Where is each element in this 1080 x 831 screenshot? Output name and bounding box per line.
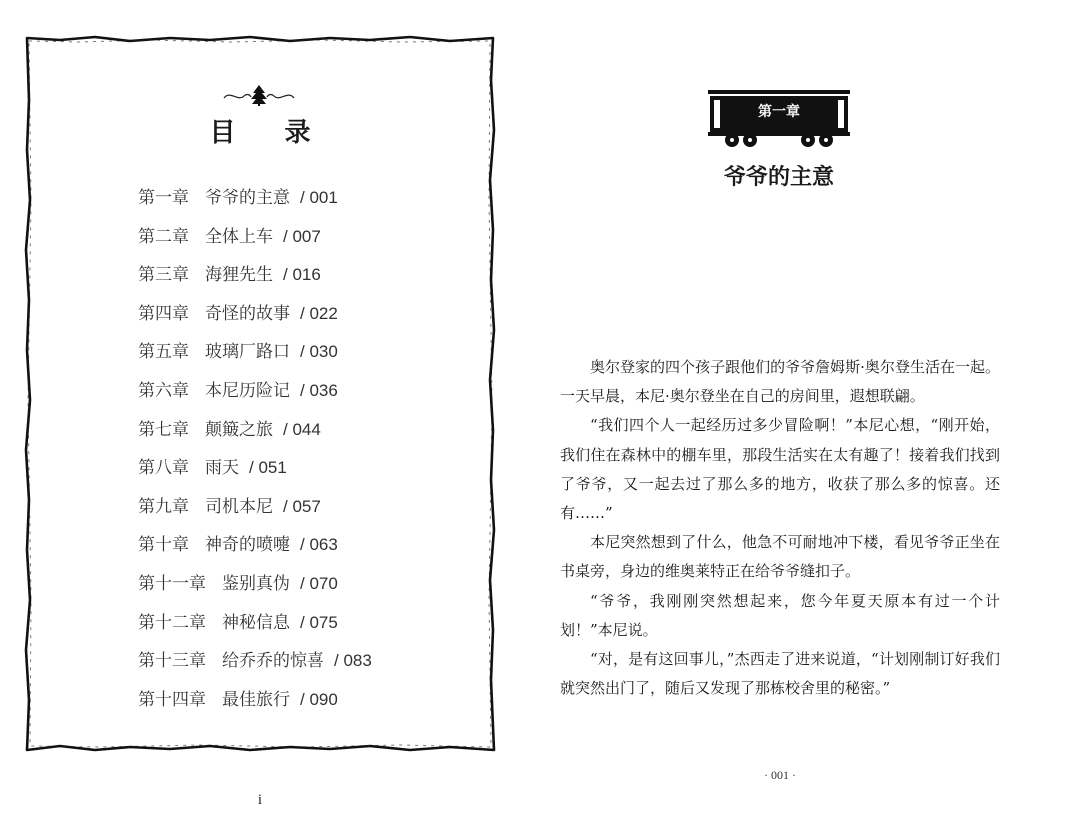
toc-chapter-title: 本尼历险记 [205,380,290,400]
toc-page-number: / 030 [300,342,338,362]
toc-page-number: / 090 [300,689,338,709]
toc-chapter-number: 第八章 [138,458,189,478]
toc-page-number: / 051 [249,458,287,478]
toc-list [138,184,372,724]
page-number: · 001 · [764,768,796,782]
toc-page-number: / 044 [283,419,321,439]
toc-chapter-number: 第十章 [138,535,189,555]
toc-chapter-number: 第九章 [138,496,189,516]
toc-page [0,0,520,831]
toc-page-number: / 001 [300,188,338,207]
toc-chapter-number: 第六章 [138,380,189,400]
toc-chapter-title: 神秘信息 [222,612,290,632]
chapter-page [520,0,1080,831]
paragraph: “爷爷，我刚刚突然想起来，您今年夏天原本有过一个计划！”本尼说。 [560,591,1000,639]
toc-chapter-title: 颠簸之旅 [205,419,273,439]
toc-chapter-title: 爷爷的主意 [205,188,290,207]
toc-chapter-number: 第三章 [138,265,189,285]
paragraph: “我们四个人一起经历过多少冒险啊！”本尼心想，“刚开始，我们住在森林中的棚车里，那段生活实在太有趣了！接着我们找到了爷爷，又一起去过了那么多的地方，收获了那么多的惊喜。还有……” [560,416,1000,523]
toc-chapter-number: 第十三章 [138,651,206,671]
toc-entry[interactable] [138,184,372,223]
toc-title: 目 录 [209,118,331,148]
toc-entry[interactable] [138,377,372,416]
toc-chapter-title: 全体上车 [205,226,273,246]
toc-page-number: / 036 [300,380,338,400]
toc-entry[interactable] [138,647,372,686]
toc-chapter-title: 神奇的喷嚏 [205,535,290,555]
page-number: i [257,792,263,808]
toc-entry[interactable] [138,570,372,609]
toc-page-number: / 070 [300,573,338,593]
toc-page-number: / 063 [300,535,338,555]
toc-entry[interactable] [138,531,372,570]
toc-chapter-number: 第十一章 [138,573,206,593]
toc-chapter-title: 鉴别真伪 [222,573,290,593]
toc-chapter-title: 最佳旅行 [222,689,290,709]
toc-chapter-number: 第十二章 [138,612,206,632]
toc-chapter-number: 第五章 [138,342,189,362]
toc-chapter-title: 雨天 [205,458,239,478]
toc-entry[interactable] [138,338,372,377]
toc-entry[interactable] [138,261,372,300]
toc-chapter-title: 给乔乔的惊喜 [222,651,324,671]
toc-chapter-number: 第二章 [138,226,189,246]
toc-entry[interactable] [138,416,372,455]
toc-chapter-title: 司机本尼 [205,496,273,516]
toc-page-number: / 007 [283,226,321,246]
toc-entry[interactable] [138,300,372,339]
paragraph: 奥尔登家的四个孩子跟他们的爷爷詹姆斯·奥尔登生活在一起。一天早晨，本尼·奥尔登坐在自己的房间里，遐想联翩。 [560,358,1000,406]
toc-chapter-number: 第十四章 [138,689,206,709]
tree-ornament-icon [220,84,298,106]
toc-page-number: / 083 [334,651,372,671]
toc-entry[interactable] [138,609,372,648]
toc-chapter-title: 奇怪的故事 [205,303,290,323]
paragraph: “对，是有这回事儿，”杰西走了进来说道，“计划刚制订好我们就突然出门了，随后又发现了那栋校舍里的秘密。” [560,650,1000,698]
toc-chapter-number: 第七章 [138,419,189,439]
paragraph: 本尼突然想到了什么，他急不可耐地冲下楼，看见爷爷正坐在书桌旁，身边的维奥莱特正在给爷爷缝扣子。 [560,533,1000,581]
toc-page-number: / 075 [300,612,338,632]
toc-page-number: / 016 [283,265,321,285]
toc-entry[interactable] [138,686,372,725]
toc-chapter-number: 第一章 [138,188,189,207]
toc-entry[interactable] [138,454,372,493]
chapter-title: 爷爷的主意 [723,165,834,190]
chapter-badge: 第一章 [758,104,800,120]
toc-page-number: / 022 [300,303,338,323]
toc-entry[interactable] [138,493,372,532]
toc-entry[interactable] [138,223,372,262]
chapter-body [560,353,1000,703]
toc-chapter-title: 海狸先生 [205,265,273,285]
toc-chapter-title: 玻璃厂路口 [205,342,290,362]
toc-chapter-number: 第四章 [138,303,189,323]
toc-page-number: / 057 [283,496,321,516]
